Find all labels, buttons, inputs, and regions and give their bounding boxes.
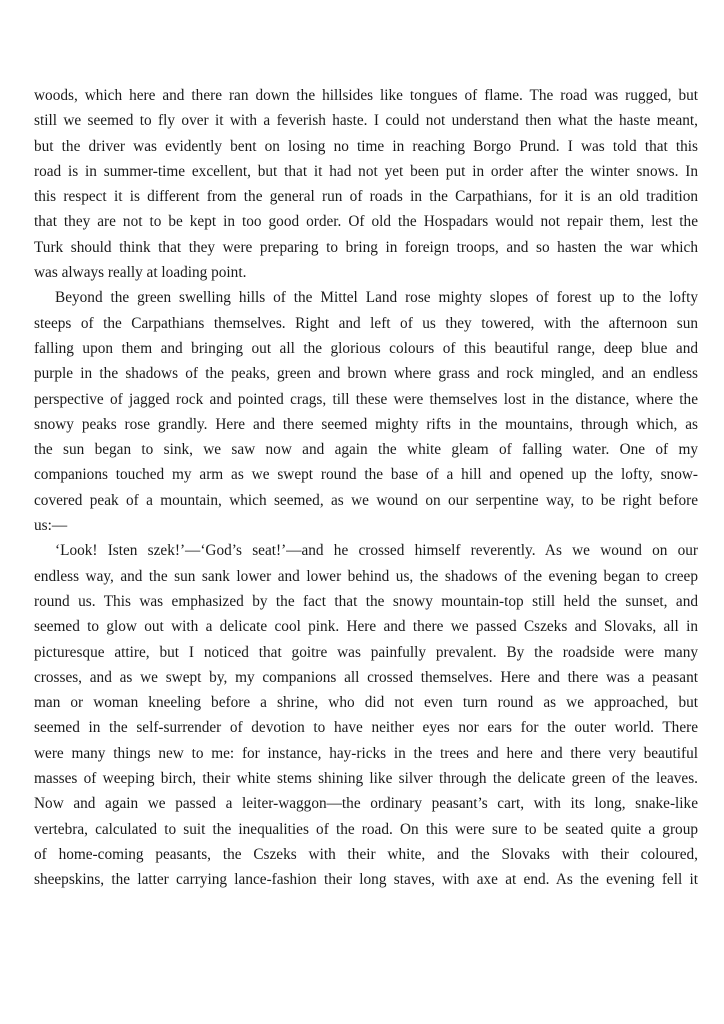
paragraph-3 [34, 538, 698, 892]
text-line: that they are not to be kept in too good order. Of old the Hospadars would not repair them, lest the [34, 213, 698, 231]
paragraph-2 [34, 285, 698, 538]
text-line: companions touched my arm as we swept round the base of a hill and opened up the lofty, snow- [34, 466, 698, 484]
text-line: steeps of the Carpathians themselves. Right and left of us they towered, with the afternoon sun [34, 314, 698, 332]
text-line: the sun began to sink, we saw now and again the white gleam of falling water. One of my [34, 441, 698, 459]
text-line: Turk should think that they were preparing to bring in foreign troops, and so hasten the war which [34, 238, 698, 256]
text-line: were many things new to me: for instance, hay-ricks in the trees and here and there very beautiful [34, 744, 698, 762]
text-line: woods, which here and there ran down the hillsides like tongues of flame. The road was rugged, but [34, 87, 698, 104]
text-line: ‘Look! Isten szek!’—‘God’s seat!’—and he crossed himself reverently. As we wound on our [55, 542, 698, 560]
text-line: seemed in the self-surrender of devotion to have neither eyes nor ears for the outer world. There [34, 719, 698, 737]
text-line: vertebra, calculated to suit the inequalities of the road. On this were sure to be seated quite a group [34, 820, 698, 838]
text-line: seemed to glow out with a delicate cool pink. Here and there we passed Cszeks and Slovaks, all in [34, 618, 698, 636]
page-text [34, 83, 698, 893]
text-line: purple in the shadows of the peaks, green and brown where grass and rock mingled, and an endless [34, 365, 698, 383]
text-line: road is in summer-time excellent, but that it had not yet been put in order after the winter snows. In [34, 162, 698, 180]
text-line: masses of weeping birch, their white stems shining like silver through the delicate green of the leaves. [34, 770, 698, 788]
text-line: Beyond the green swelling hills of the Mittel Land rose mighty slopes of forest up to the lofty [55, 289, 698, 307]
text-line: endless way, and the sun sank lower and lower behind us, the shadows of the evening began to creep [34, 567, 698, 585]
text-line: of home-coming peasants, the Cszeks with their white, and the Slovaks with their coloured, [34, 845, 698, 863]
text-line: Now and again we passed a leiter-waggon—the ordinary peasant’s cart, with its long, snake-like [34, 795, 698, 813]
text-line: perspective of jagged rock and pointed crags, till these were themselves lost in the distance, where the [34, 390, 698, 408]
text-line: round us. This was emphasized by the fact that the snowy mountain-top still held the sunset, and [34, 592, 698, 610]
text-line: man or woman kneeling before a shrine, who did not even turn round as we approached, but [34, 694, 698, 712]
text-line: falling upon them and bringing out all the glorious colours of this beautiful range, deep blue and [34, 339, 698, 357]
text-line: snowy peaks rose grandly. Here and there seemed mighty rifts in the mountains, through which, as [34, 415, 698, 433]
text-line: sheepskins, the latter carrying lance-fashion their long staves, with axe at end. As the evening fell it [34, 871, 698, 889]
text-line: crosses, and as we swept by, my companions all crossed themselves. Here and there was a peasant [34, 668, 698, 686]
text-line: picturesque attire, but I noticed that goitre was painfully prevalent. By the roadside were many [34, 643, 698, 661]
text-line: was always really at loading point. [34, 264, 247, 282]
text-line: still we seemed to fly over it with a feverish haste. I could not understand then what the haste meant, [34, 112, 698, 130]
text-line: us:— [34, 517, 68, 535]
text-line: but the driver was evidently bent on losing no time in reaching Borgo Prund. I was told that this [34, 137, 698, 155]
text-line: this respect it is different from the general run of roads in the Carpathians, for it is an old tradition [34, 188, 698, 206]
paragraph-1 [34, 83, 698, 285]
text-line: covered peak of a mountain, which seemed, as we wound on our serpentine way, to be right before [34, 491, 698, 509]
